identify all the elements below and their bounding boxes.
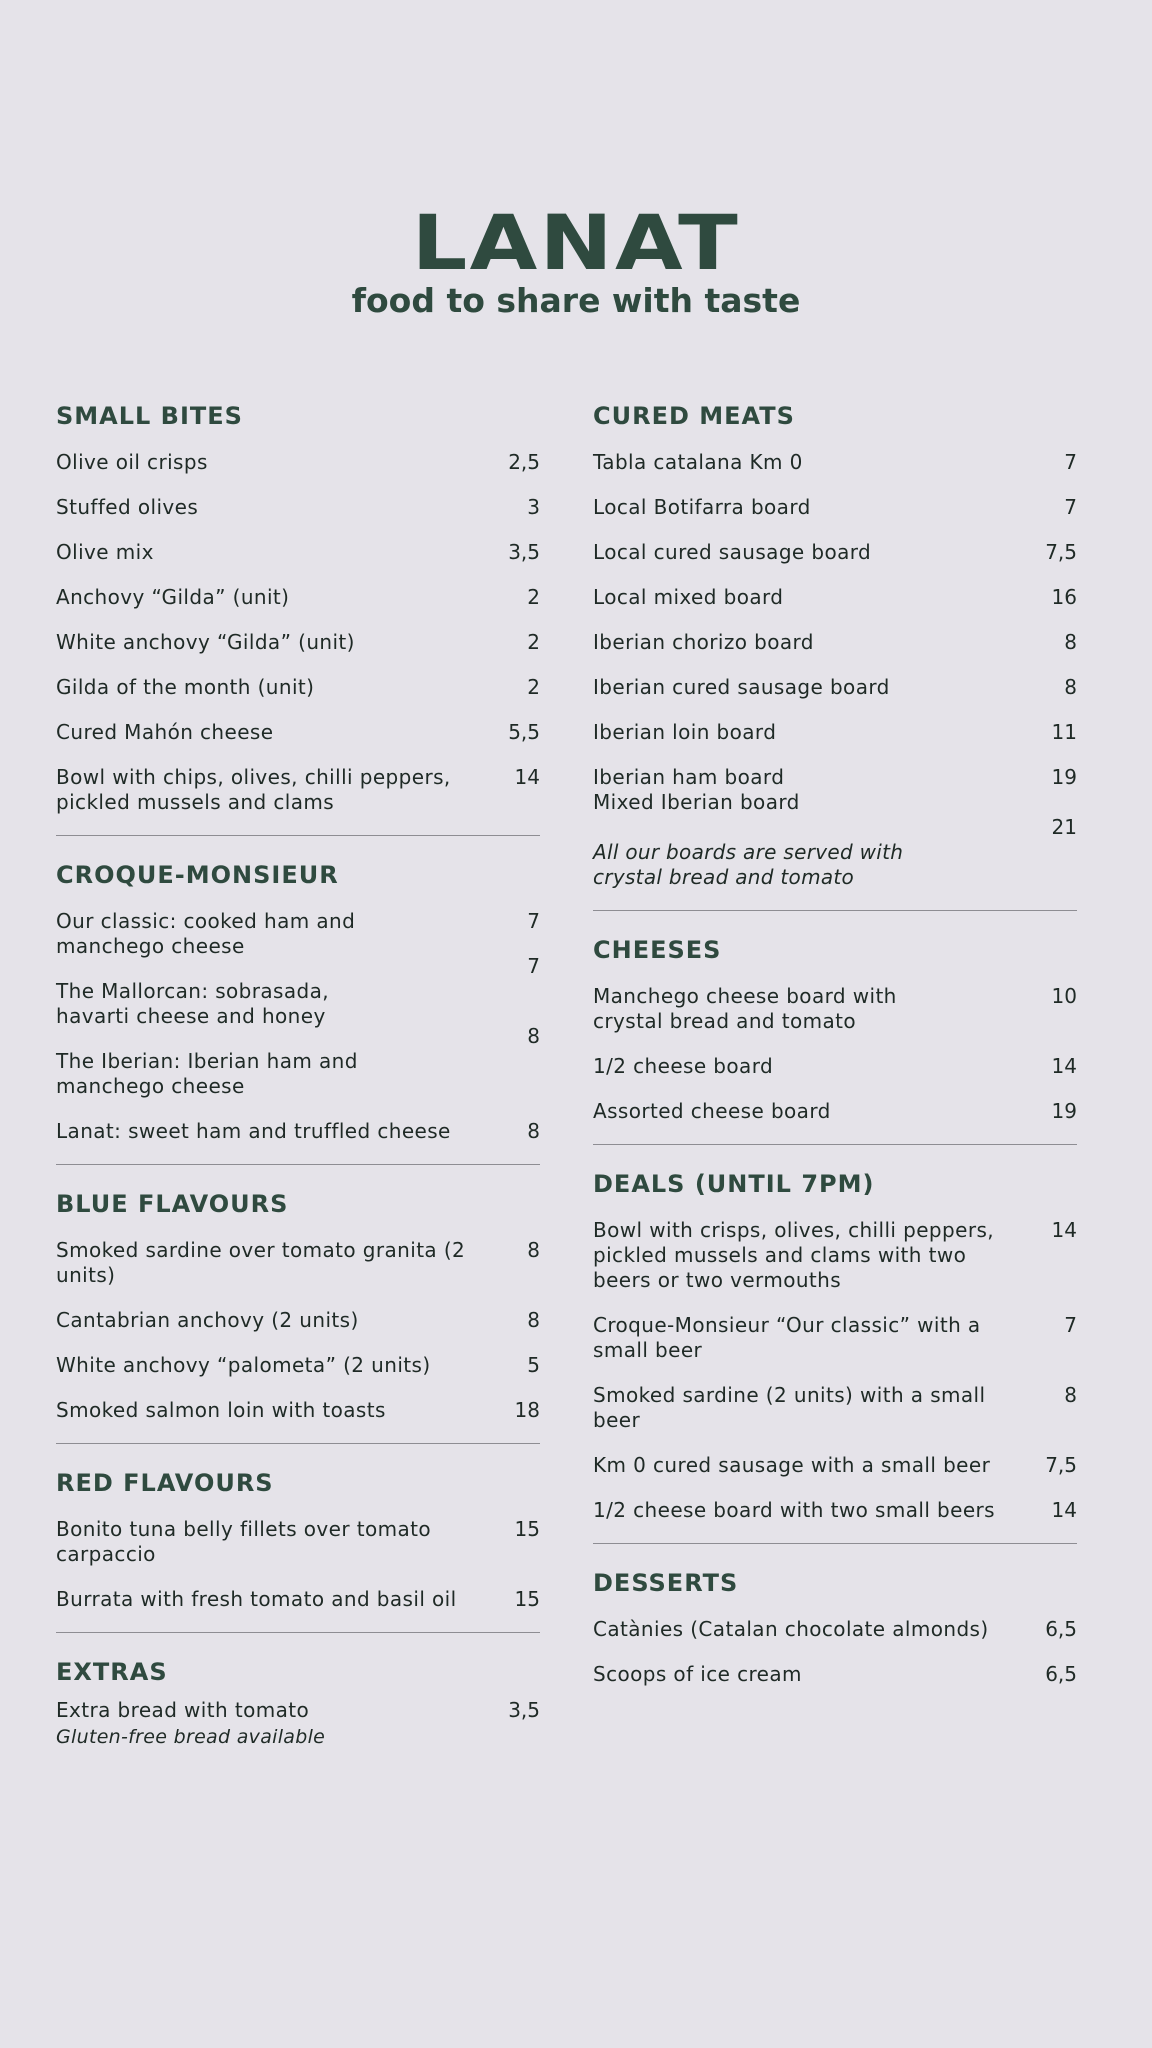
item-name: Iberian ham board [593, 765, 785, 789]
menu-item [56, 495, 540, 520]
item-price: 8 [527, 1238, 540, 1262]
section-title: BLUE FLAVOURS [56, 1190, 289, 1218]
menu-item [593, 1313, 1077, 1363]
menu-item [593, 1383, 1077, 1433]
item-name: Our classic: cooked ham and manchego cheese [56, 909, 356, 958]
menu-item [593, 675, 1077, 700]
menu-item [56, 675, 540, 700]
item-price: 6,5 [1045, 1662, 1077, 1686]
menu-item [56, 585, 540, 610]
menu-item [593, 495, 1077, 520]
menu-item [593, 720, 1077, 745]
menu-item [56, 1238, 540, 1288]
item-price: 6,5 [1045, 1617, 1077, 1641]
menu-item [56, 450, 540, 475]
menu-header [0, 198, 1152, 321]
item-name: Cantabrian anchovy (2 units) [56, 1308, 359, 1332]
menu-item [593, 450, 1077, 475]
item-name: Iberian loin board [593, 720, 777, 744]
item-price: 2 [527, 675, 540, 699]
item-price: 7,5 [1045, 540, 1077, 564]
item-name: Bonito tuna belly fillets over tomato carpaccio [56, 1517, 432, 1566]
item-price: 7 [527, 954, 540, 978]
section-croque-monsieur [56, 855, 540, 1165]
item-name: 1/2 cheese board [593, 1054, 774, 1078]
menu-item [593, 585, 1077, 610]
item-price: 8 [1064, 1383, 1077, 1407]
menu-item [593, 540, 1077, 565]
item-name: Burrata with fresh tomato and basil oil [56, 1587, 457, 1611]
item-name: Bowl with crisps, olives, chilli peppers, pickled mussels and clams with two beers or two vermouths [593, 1218, 995, 1292]
section-title: CHEESES [593, 936, 722, 964]
item-price: 14 [1051, 1218, 1077, 1242]
item-price: 8 [527, 1119, 540, 1143]
menu-item [56, 630, 540, 655]
section-cured-meats [593, 396, 1077, 911]
menu-item [593, 1054, 1077, 1079]
item-name: Iberian chorizo board [593, 630, 814, 654]
item-name: Extra bread with tomato [56, 1698, 310, 1722]
section-extras [56, 1652, 540, 1770]
item-price: 18 [514, 1398, 540, 1422]
menu-item [593, 1099, 1077, 1124]
item-name: Lanat: sweet ham and truffled cheese [56, 1119, 451, 1143]
item-name: Smoked sardine over tomato granita (2 units) [56, 1238, 466, 1287]
section-cheeses [593, 930, 1077, 1145]
item-name: Mixed Iberian board [593, 790, 800, 814]
item-name: The Iberian: Iberian ham and manchego cheese [56, 1049, 358, 1098]
item-name: Smoked salmon loin with toasts [56, 1398, 386, 1422]
section-red-flavours [56, 1463, 540, 1633]
item-name: Km 0 cured sausage with a small beer [593, 1453, 991, 1477]
menu-item [56, 1353, 540, 1378]
item-price: 19 [1051, 765, 1077, 789]
left-column [56, 396, 540, 1789]
menu-item [56, 1024, 540, 1099]
item-price: 11 [1051, 720, 1077, 744]
item-name: Tabla catalana Km 0 [593, 450, 803, 474]
item-price: 15 [514, 1587, 540, 1611]
item-name: Iberian cured sausage board [593, 675, 890, 699]
item-name: Cured Mahón cheese [56, 720, 274, 744]
menu-item [593, 1498, 1077, 1523]
menu-item [593, 1218, 1077, 1293]
item-price: 14 [514, 765, 540, 789]
item-price: 8 [1064, 630, 1077, 654]
item-price: 7 [1064, 1313, 1077, 1337]
item-price: 3 [527, 495, 540, 519]
item-price: 19 [1051, 1099, 1077, 1123]
item-name: Olive oil crisps [56, 450, 208, 474]
item-name: Manchego cheese board with crystal bread and tomato [593, 984, 897, 1033]
item-price: 2 [527, 585, 540, 609]
item-price: 16 [1051, 585, 1077, 609]
item-name: Local Botifarra board [593, 495, 811, 519]
menu-item [593, 1662, 1077, 1687]
menu-item [593, 790, 1077, 840]
section-title: SMALL BITES [56, 402, 243, 430]
section-title: DESSERTS [593, 1569, 739, 1597]
section-title: CROQUE-MONSIEUR [56, 861, 339, 889]
item-price: 14 [1051, 1054, 1077, 1078]
section-title: CURED MEATS [593, 402, 795, 430]
section-title: EXTRAS [56, 1658, 168, 1686]
menu-item [56, 720, 540, 745]
item-name: Smoked sardine (2 units) with a small beer [593, 1383, 986, 1432]
item-name: White anchovy “Gilda” (unit) [56, 630, 355, 654]
section-blue-flavours [56, 1184, 540, 1444]
menu-item [593, 630, 1077, 655]
section-small-bites [56, 396, 540, 836]
menu-item [593, 1453, 1077, 1478]
item-price: 14 [1051, 1498, 1077, 1522]
item-price: 5,5 [508, 720, 540, 744]
item-price: 7 [1064, 450, 1077, 474]
item-name: The Mallorcan: sobrasada, havarti cheese and honey [56, 979, 330, 1028]
menu-item [56, 1308, 540, 1333]
item-name: Scoops of ice cream [593, 1662, 802, 1686]
item-name: Stuffed olives [56, 495, 199, 519]
menu-item [56, 1517, 540, 1567]
menu-item [593, 984, 1077, 1034]
item-name: Croque-Monsieur “Our classic” with a small beer [593, 1313, 981, 1362]
gluten-free-note: Gluten-free bread available [56, 1726, 326, 1748]
item-name: Anchovy “Gilda” (unit) [56, 585, 290, 609]
item-price: 15 [514, 1517, 540, 1541]
section-desserts [593, 1563, 1077, 1707]
item-price: 5 [527, 1353, 540, 1377]
menu-item [56, 1587, 540, 1612]
menu-item [56, 954, 540, 1029]
right-column [593, 396, 1077, 1726]
item-price: 3,5 [508, 1698, 540, 1722]
item-price: 2,5 [508, 450, 540, 474]
item-price: 2 [527, 630, 540, 654]
item-price: 21 [1051, 815, 1077, 839]
restaurant-name: LANAT [411, 198, 741, 287]
item-name: Local mixed board [593, 585, 784, 609]
item-name: Catànies (Catalan chocolate almonds) [593, 1617, 989, 1641]
item-price: 10 [1051, 984, 1077, 1008]
menu-item [593, 765, 1077, 790]
item-name: Local cured sausage board [593, 540, 872, 564]
item-price: 8 [1064, 675, 1077, 699]
item-price: 7 [1064, 495, 1077, 519]
item-name: Bowl with chips, olives, chilli peppers, pickled mussels and clams [56, 765, 451, 814]
item-name: Assorted cheese board [593, 1099, 831, 1123]
menu-item [56, 909, 540, 959]
menu-item [56, 1119, 540, 1144]
section-title: RED FLAVOURS [56, 1469, 274, 1497]
item-price: 3,5 [508, 540, 540, 564]
item-price: 8 [527, 1308, 540, 1332]
item-price: 8 [527, 1024, 540, 1048]
boards-note: All our boards are served with crystal bread and tomato [593, 840, 904, 889]
tagline: food to share with taste [351, 281, 801, 320]
menu-item [593, 1617, 1077, 1642]
item-price: 7,5 [1045, 1453, 1077, 1477]
item-name: White anchovy “palometa” (2 units) [56, 1353, 431, 1377]
item-price: 7 [527, 909, 540, 933]
menu-item [56, 540, 540, 565]
item-name: 1/2 cheese board with two small beers [593, 1498, 995, 1522]
menu-item [56, 1398, 540, 1423]
menu-item [56, 1698, 540, 1723]
section-title: DEALS (UNTIL 7PM) [593, 1170, 875, 1198]
item-name: Olive mix [56, 540, 154, 564]
section-deals [593, 1164, 1077, 1544]
menu-item [56, 765, 540, 815]
item-name: Gilda of the month (unit) [56, 675, 315, 699]
